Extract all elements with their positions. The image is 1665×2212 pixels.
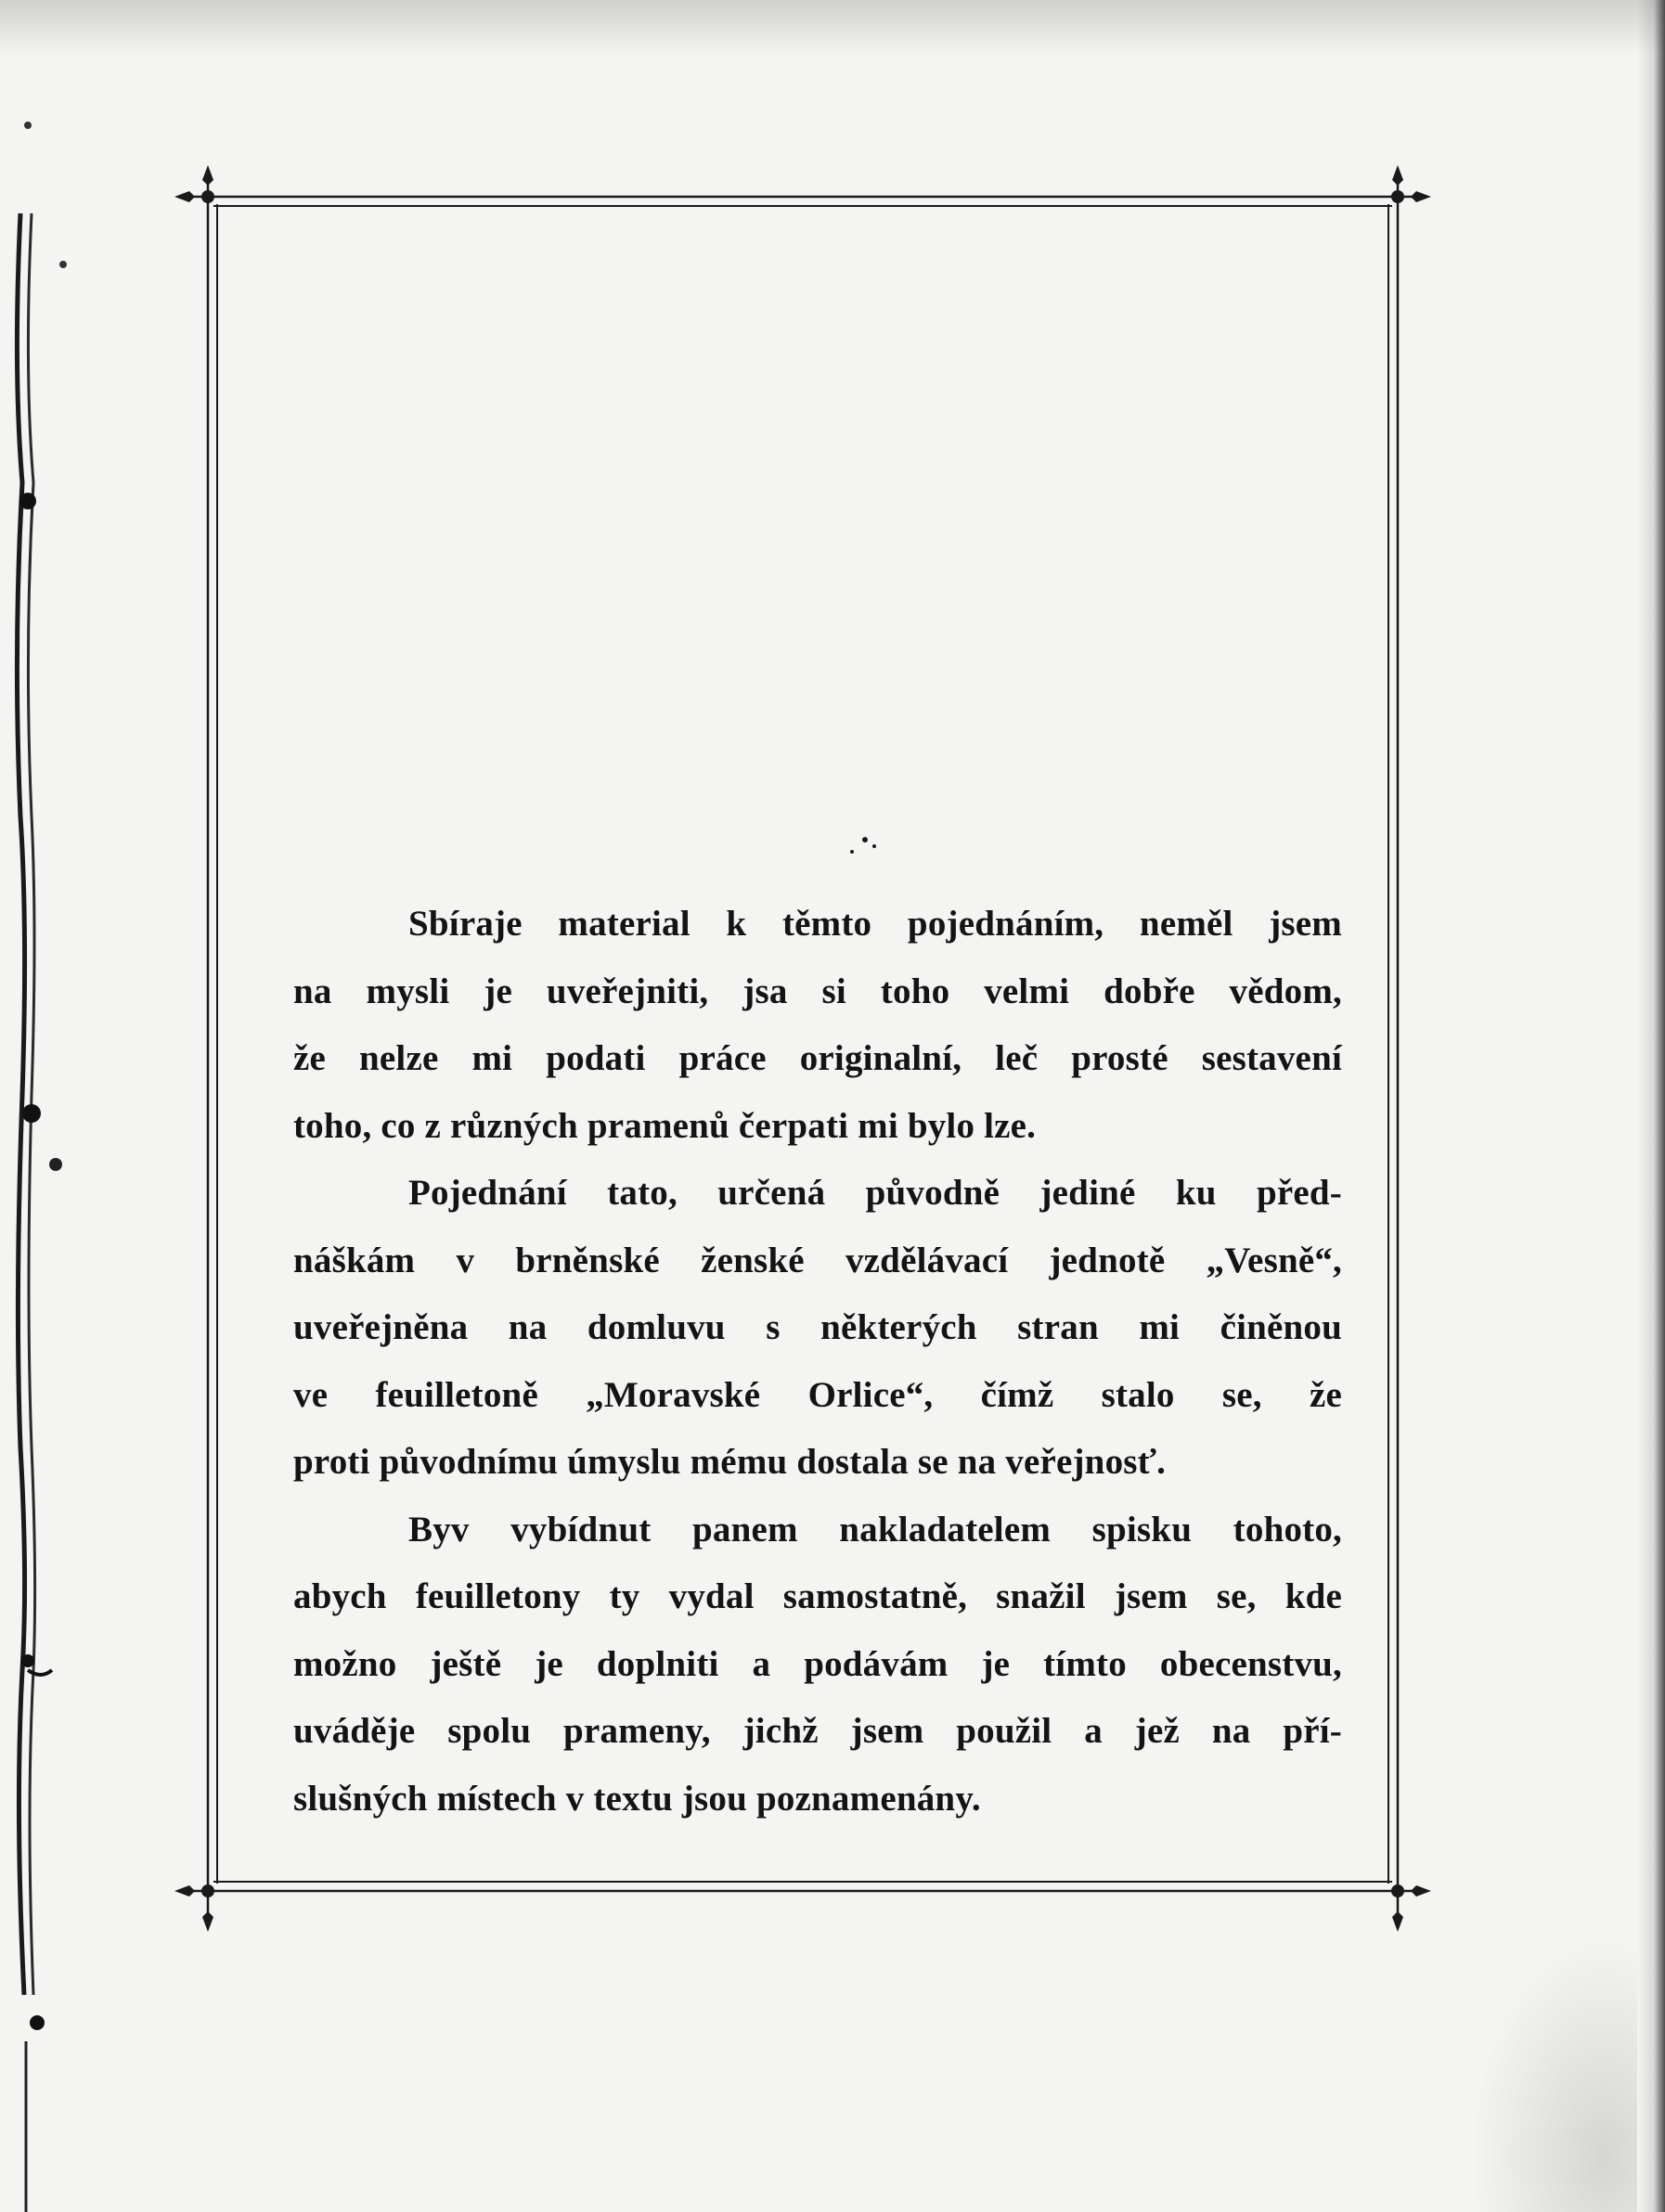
preface-text <box>293 891 1342 1833</box>
scan-top-shadow <box>0 0 1665 56</box>
text-line: že nelze mi podati práce originalní, leč prosté sestavení <box>293 1038 1342 1078</box>
paragraph-1 <box>293 891 1342 1160</box>
text-line: uváděje spolu prameny, jichž jsem použil a jež na pří- <box>293 1711 1342 1751</box>
text-line: toho, co z různých pramenů čerpati mi bylo lze. <box>293 1105 1037 1146</box>
paragraph-3 <box>293 1497 1342 1833</box>
scan-right-edge <box>1637 0 1665 2212</box>
book-binding <box>0 0 74 2212</box>
text-line: slušných místech v textu jsou poznamenány. <box>293 1778 981 1819</box>
text-line: Byv vybídnut panem nakladatelem spisku tohoto, <box>408 1509 1342 1550</box>
paper-stain <box>1470 1934 1637 2212</box>
text-line: uveřejněna na domluvu s některých stran mi činěnou <box>293 1307 1342 1347</box>
text-line: na mysli je uveřejniti, jsa si toho velmi dobře vědom, <box>293 971 1342 1011</box>
text-line: náškám v brněnské ženské vzdělávací jednotě „Vesně“, <box>293 1240 1342 1280</box>
paragraph-2 <box>293 1160 1342 1497</box>
text-line: Sbíraje material k těmto pojednáním, neměl jsem <box>408 904 1342 944</box>
text-line: ve feuilletoně „Moravské Orlice“, čímž stalo se, že <box>293 1374 1342 1415</box>
text-line: proti původnímu úmyslu mému dostala se na veřejnosť. <box>293 1442 1167 1482</box>
text-line: abych feuilletony ty vydal samostatně, snažil jsem se, kde <box>293 1576 1342 1616</box>
text-line: Pojednání tato, určená původně jediné ku před- <box>408 1173 1342 1213</box>
text-line: možno ještě je doplniti a podávám je tímto obecenstvu, <box>293 1643 1342 1684</box>
